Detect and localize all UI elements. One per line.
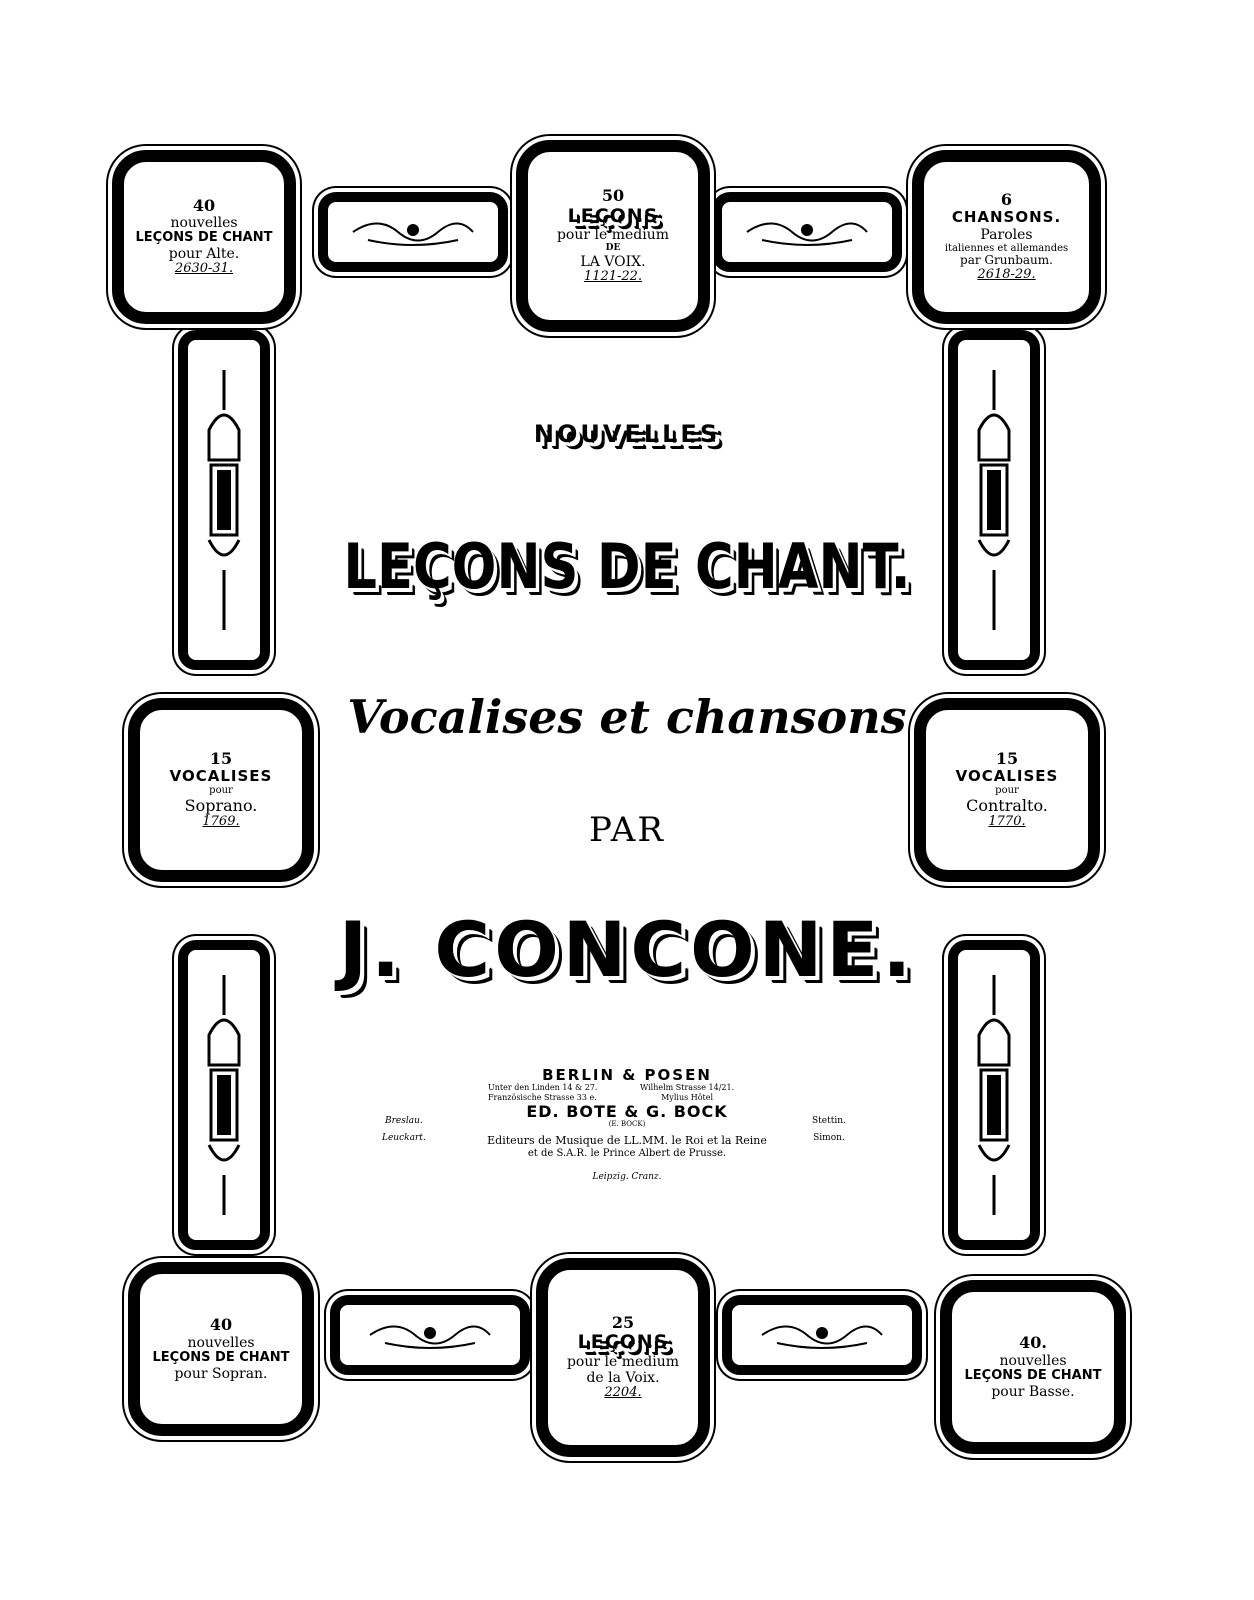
line: Paroles — [980, 226, 1033, 243]
par-text: PAR — [589, 810, 665, 850]
address-line: Französische Strasse 33 e. — [488, 1093, 597, 1102]
cartouche-top-left — [112, 150, 296, 324]
composer: J. CONCONE. — [338, 905, 916, 994]
title: LEÇONS — [567, 204, 659, 227]
cartouche-bottom-center — [536, 1258, 710, 1457]
publisher-sub: (E. BOCK) — [608, 1120, 646, 1128]
line: LA VOIX. — [580, 253, 646, 270]
floral-ornament-icon — [348, 215, 478, 249]
number: 25 — [611, 1312, 635, 1332]
publisher-line2: et de S.A.R. le Prince Albert de Prusse. — [527, 1148, 727, 1159]
address-line: Mylius Hôtel — [661, 1093, 714, 1102]
agent-city: Breslau. — [384, 1116, 423, 1126]
agent-name: Leuckart. — [382, 1133, 426, 1143]
title: LEÇONS DE CHANT — [152, 1349, 290, 1365]
line: italiennes et allemandes — [944, 242, 1069, 254]
address-line: Wilhelm Strasse 14/21. — [640, 1083, 735, 1092]
bottom-left-bar — [330, 1295, 530, 1375]
opus-number: 1770. — [988, 814, 1026, 830]
line: pour — [995, 785, 1019, 797]
left-upper-bar — [178, 330, 270, 670]
cartouche-top-center — [516, 140, 710, 332]
cartouche-bottom-right — [940, 1280, 1126, 1454]
floral-ornament-icon — [365, 1318, 495, 1352]
main-title: LEÇONS DE CHANT. — [343, 530, 911, 603]
title: LEÇONS DE CHANT — [135, 230, 273, 246]
line: Contralto. — [966, 795, 1048, 815]
number: 40 — [209, 1315, 233, 1335]
line: Soprano. — [184, 795, 258, 815]
publisher-address-left — [488, 1083, 597, 1103]
line: pour Alte. — [168, 246, 240, 263]
opus-number: 2618-29. — [977, 267, 1036, 283]
opus-number: 2204. — [604, 1385, 642, 1401]
number: 6 — [1000, 190, 1013, 210]
title: VOCALISES — [169, 767, 273, 786]
agent-left — [382, 1113, 426, 1147]
line: par Grunbaum. — [960, 253, 1053, 268]
publisher-line1: Editeurs de Musique de LL.MM. le Roi et la Reine — [487, 1134, 767, 1147]
line: nouvelles — [187, 1334, 255, 1351]
title: VOCALISES — [955, 767, 1059, 786]
floral-ornament-icon — [742, 215, 872, 249]
cartouche-bottom-left — [128, 1262, 314, 1436]
top-right-bar — [712, 192, 902, 272]
line: pour le medium — [566, 1354, 680, 1371]
opus-number: 1121-22. — [583, 268, 643, 284]
line: de la Voix. — [586, 1370, 660, 1387]
title-pre: NOUVELLES — [533, 420, 721, 448]
agent-city: Stettin. — [812, 1116, 846, 1126]
title: CHANSONS. — [951, 208, 1062, 227]
line: pour Basse. — [991, 1383, 1075, 1400]
number: 15 — [209, 748, 233, 768]
publisher-city: BERLIN & POSEN — [542, 1066, 712, 1084]
title: LEÇONS DE CHANT — [964, 1367, 1102, 1383]
title: LEÇONS — [577, 1331, 669, 1354]
number: 15 — [995, 748, 1019, 768]
floral-ornament-icon — [757, 1318, 887, 1352]
opus-number: 2630-31. — [174, 261, 234, 277]
opus-number: 1769. — [202, 814, 240, 830]
publisher-bottom: Leipzig. Cranz. — [592, 1172, 662, 1182]
line: nouvelles — [170, 215, 238, 232]
agent-right — [812, 1113, 846, 1147]
line: pour le medium — [556, 227, 670, 244]
number: 40. — [1019, 1333, 1047, 1353]
line: nouvelles — [999, 1352, 1067, 1369]
address-line: Unter den Linden 14 & 27. — [488, 1083, 598, 1092]
publisher-address-right — [640, 1083, 734, 1103]
cartouche-top-right — [912, 150, 1101, 324]
right-upper-bar — [948, 330, 1040, 670]
number: 50 — [601, 186, 625, 206]
line: DE — [605, 243, 621, 254]
bottom-right-bar — [722, 1295, 922, 1375]
top-left-bar — [318, 192, 508, 272]
agent-name: Simon. — [813, 1133, 845, 1143]
line: pour — [209, 785, 233, 797]
subtitle: Vocalises et chansons — [347, 690, 907, 744]
line: pour Sopran. — [174, 1365, 268, 1382]
number: 40 — [192, 195, 216, 215]
publisher-name: ED. BOTE & G. BOCK — [526, 1102, 728, 1121]
